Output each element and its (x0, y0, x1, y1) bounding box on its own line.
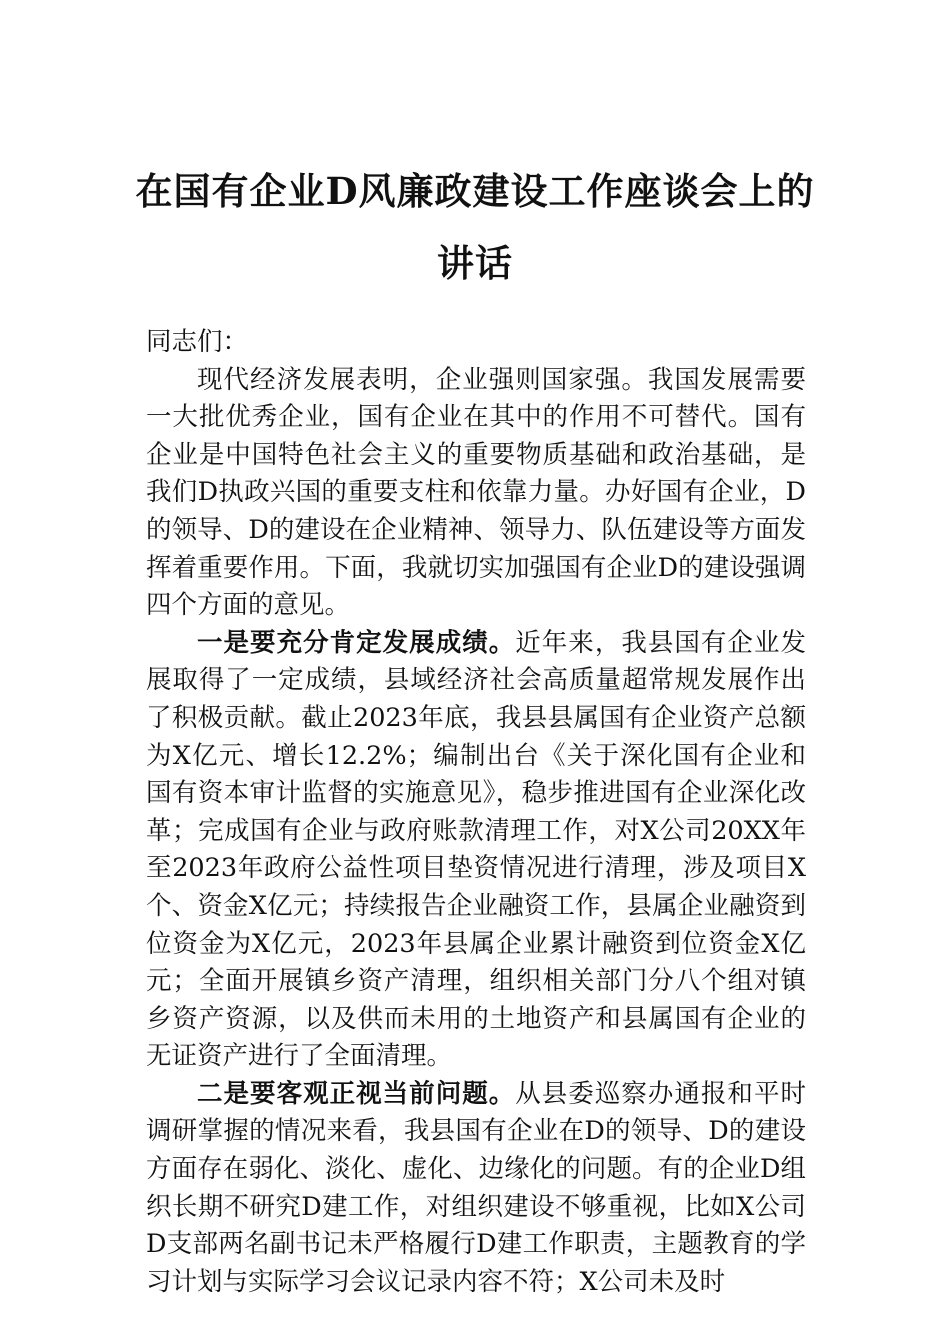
paragraph-problems (146, 1076, 806, 1302)
paragraph-lead: 二是要客观正视当前问题。 (197, 1078, 516, 1109)
greeting: 同志们： (146, 327, 249, 357)
paragraph-text: 近年来，我县国有企业发展取得了一定成绩，县域经济社会高质量超常规发展作出了积极贡献。截止2023年底，我县县属国有企业资产总额为X亿元、增长12.2%；编制出台《关于深化国有企业和国有资本审计监督的实施意见》，稳步推进国有企业深化改革；完成国有企业与政府账款清理工作，对X公司20XX年至2023年政府公益性项目垫资情况进行清理，涉及项目X个、资金X亿元；持续报告企业融资工作，县属企业融资到位资金为X亿元，2023年县属企业累计融资到位资金X亿元；全面开展镇乡资产清理，组织相关部门分八个组对镇乡资产资源，以及供而未用的土地资产和县属国有企业的无证资产进行了全面清理。 (146, 627, 806, 1072)
document-body (146, 324, 806, 1301)
document-title: 在国有企业D风廉政建设工作座谈会上的讲话 (135, 169, 815, 285)
paragraph-achievements (146, 625, 806, 1076)
paragraph-lead: 一是要充分肯定发展成绩。 (197, 627, 516, 658)
paragraph-text: 现代经济发展表明，企业强则国家强。我国发展需要一大批优秀企业，国有企业在其中的作用不可替代。国有企业是中国特色社会主义的重要物质基础和政治基础，是我们D执政兴国的重要支柱和依靠力量。办好国有企业，D的领导、D的建设在企业精神、领导力、队伍建设等方面发挥着重要作用。下面，我就切实加强国有企业D的建设强调四个方面的意见。 (146, 364, 806, 621)
paragraph-text: 从县委巡察办通报和平时调研掌握的情况来看，我县国有企业在D的领导、D的建设方面存在弱化、淡化、虚化、边缘化的问题。有的企业D组织长期不研究D建工作，对组织建设不够重视，比如X公司D支部两名副书记未严格履行D建工作职责，主题教育的学习计划与实际学习会议记录内容不符；X公司未及时 (146, 1078, 806, 1297)
paragraph-intro (146, 362, 806, 625)
